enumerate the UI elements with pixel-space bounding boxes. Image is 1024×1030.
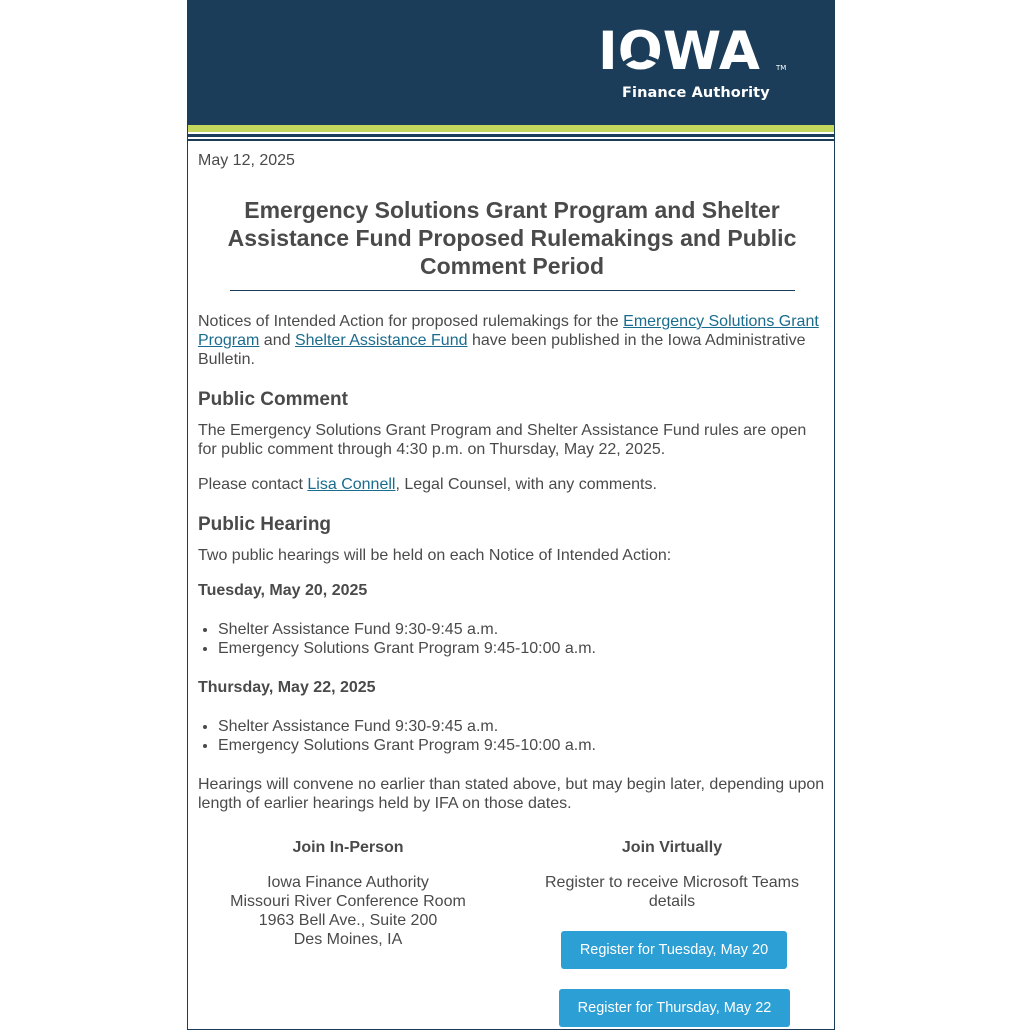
public-hearing-heading: Public Hearing (198, 514, 332, 535)
intro-text: have been published in the Iowa Administrative Bulletin. (198, 332, 806, 368)
address-line: 1963 Bell Ave., Suite 200 (258, 912, 438, 929)
join-in-person-title: Join In-Person (292, 839, 404, 856)
contact-text: Please contact (198, 476, 308, 493)
intro-text: Notices of Intended Action for proposed rulemakings for the (198, 313, 624, 330)
intro-text: and (259, 332, 295, 349)
svg-text:IOWA: IOWA (598, 23, 760, 82)
list-item: • Shelter Assistance Fund 9:30-9:45 a.m. (218, 620, 818, 639)
address-line: Missouri River Conference Room (230, 893, 466, 910)
hearing-list-tuesday (198, 620, 818, 658)
logo-subtitle: Finance Authority (622, 85, 770, 101)
header-divider (188, 125, 834, 132)
hearing-date-thursday: Thursday, May 22, 2025 (198, 679, 376, 696)
publish-date: May 12, 2025 (198, 152, 295, 169)
join-virtually-title: Join Virtually (621, 839, 723, 856)
email-container (187, 0, 835, 1030)
public-hearing-intro: Two public hearings will be held on each Notice of Intended Action: (198, 547, 672, 564)
contact-text: , Legal Counsel, with any comments. (395, 476, 657, 493)
list-item: • Emergency Solutions Grant Program 9:45-10:00 a.m. (218, 639, 818, 658)
address-line: Iowa Finance Authority (267, 874, 429, 891)
lisa-connell-link[interactable]: Lisa Connell (307, 476, 396, 493)
iowa-logo-icon (598, 23, 798, 83)
svg-text:TM: TM (776, 64, 787, 72)
hearing-date-tuesday: Tuesday, May 20, 2025 (198, 582, 368, 599)
register-thursday-button[interactable]: Register for Thursday, May 22 (559, 989, 790, 1027)
shelter-assistance-fund-link[interactable]: Shelter Assistance Fund (294, 332, 468, 349)
contact-paragraph (198, 475, 826, 494)
iowa-finance-authority-logo (598, 23, 798, 107)
join-virtually-section (534, 838, 810, 911)
header-divider (188, 139, 834, 141)
register-tuesday-button[interactable]: Register for Tuesday, May 20 (561, 931, 787, 969)
list-item: • Emergency Solutions Grant Program 9:45-10:00 a.m. (218, 736, 818, 755)
join-in-person-section (198, 838, 498, 949)
intro-paragraph (198, 312, 826, 369)
header-divider (188, 134, 834, 137)
page-title: Emergency Solutions Grant Program and Shelter Assistance Fund Proposed Rulemakings and Public Comment Period (227, 197, 797, 279)
title-divider (230, 290, 795, 291)
email-header (188, 1, 834, 125)
public-comment-text: The Emergency Solutions Grant Program and Shelter Assistance Fund rules are open for public comment through 4:30 p.m. on Thursday, May 22, 2025. (198, 422, 807, 458)
join-virtually-text: Register to receive Microsoft Teams details (544, 874, 799, 910)
hearing-note: Hearings will convene no earlier than stated above, but may begin later, depending upon length of earlier hearings held by IFA on those dates. (198, 776, 825, 812)
emergency-solutions-grant-link[interactable]: Emergency Solutions Grant Program (198, 313, 819, 349)
hearing-list-thursday (198, 717, 818, 755)
list-item: • Shelter Assistance Fund 9:30-9:45 a.m. (218, 717, 818, 736)
address-line: Des Moines, IA (293, 931, 403, 948)
public-comment-heading: Public Comment (198, 389, 348, 410)
